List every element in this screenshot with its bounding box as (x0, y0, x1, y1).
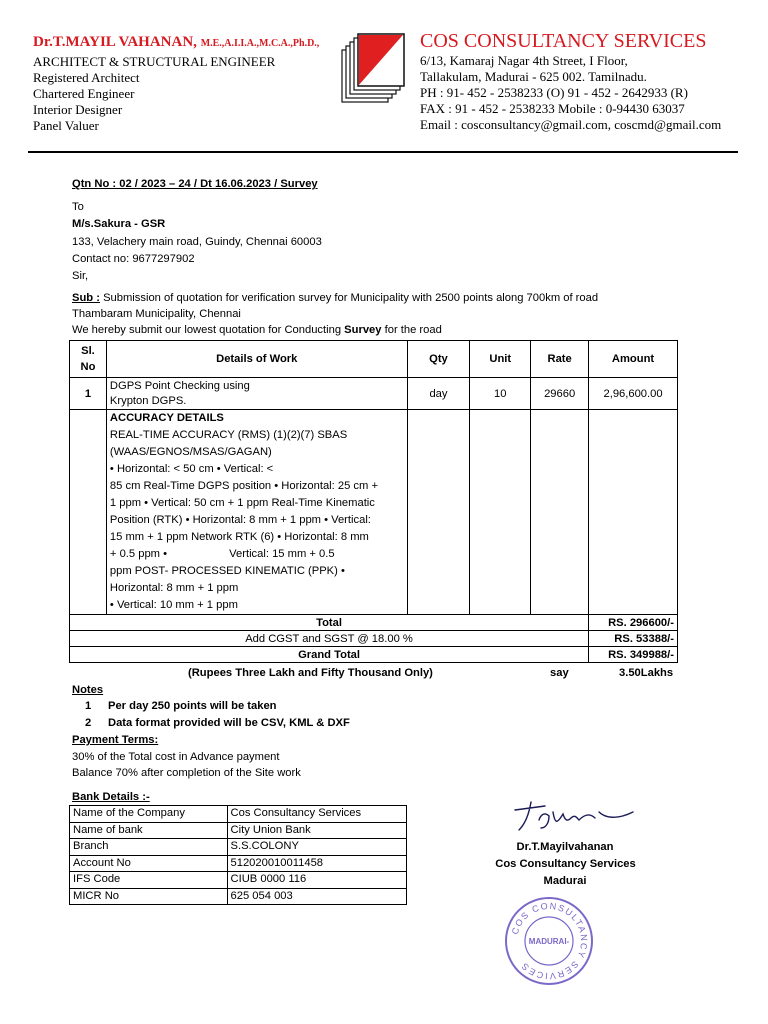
accuracy-row (70, 410, 678, 615)
table-row: Name of bank City Union Bank (70, 822, 407, 839)
address-line: 6/13, Kamaraj Nagar 4th Street, I Floor, (420, 53, 628, 68)
details-header: Details of Work (106, 341, 407, 378)
role-line: ARCHITECT & STRUCTURAL ENGINEER (33, 54, 276, 69)
salutation: Sir, (72, 270, 89, 282)
payment-line: 30% of the Total cost in Advance payment (72, 751, 280, 763)
email-line: Email : cosconsultancy@gmail.com, coscmd@gmail.com (420, 117, 722, 132)
firm-logo-icon (338, 28, 410, 108)
table-row: MICR No 625 054 003 (70, 888, 407, 905)
grand-total-label: Grand Total (70, 647, 589, 663)
note-text: Data format provided will be CSV, KML & DXF (108, 717, 350, 729)
amount-header: Amount (589, 341, 678, 378)
notes-title: Notes (72, 684, 104, 696)
recipient-contact: Contact no: 9677297902 (72, 253, 195, 265)
phone-line: PH : 91- 452 - 2538233 (O) 91 - 452 - 2642933 (R) (420, 85, 688, 100)
role-line: Interior Designer (33, 102, 123, 117)
address-line: Tallakulam, Madurai - 625 002. Tamilnadu. (420, 69, 647, 84)
note-text: Per day 250 points will be taken (108, 700, 277, 712)
quotation-number: Qtn No : 02 / 2023 – 24 / Dt 16.06.2023 / Survey (72, 178, 318, 190)
rate-header: Rate (531, 341, 589, 378)
subject-line: Sub : Submission of quotation for verification survey for Municipality with 2500 points along 700km of road (72, 292, 599, 304)
note-number: 2 (85, 717, 92, 729)
engineer-name: Dr.T.MAYIL VAHANAN, M.E.,A.I.I.A.,M.C.A.,Ph.D., (33, 34, 320, 50)
row-details: DGPS Point Checking using Krypton DGPS. (106, 378, 407, 410)
table-row: IFS Code CIUB 0000 116 (70, 872, 407, 889)
say-label: say (550, 667, 569, 679)
signature-icon (505, 790, 645, 840)
subject-line-2: Thambaram Municipality, Chennai (72, 308, 241, 320)
letterhead-right (420, 29, 721, 133)
stamp-city: MADURAI- (528, 937, 570, 946)
total-value: RS. 296600/- (589, 615, 678, 631)
amount-in-words: (Rupees Three Lakh and Fifty Thousand Only) (188, 667, 433, 679)
total-row (70, 615, 678, 631)
stamp-ring-text: COS CONSULTANCY SERVICES (509, 900, 590, 982)
fax-line: FAX : 91 - 452 - 2538233 Mobile : 0-94430 63037 (420, 101, 685, 116)
grand-total-value: RS. 349988/- (589, 647, 678, 663)
table-row: Account No 512020010011458 (70, 855, 407, 872)
sl-header: Sl. No (70, 341, 107, 378)
bank-title: Bank Details :- (72, 791, 150, 803)
subject-label: Sub : (72, 292, 100, 304)
row-qty: day (407, 378, 470, 410)
gst-label: Add CGST and SGST @ 18.00 % (70, 631, 589, 647)
table-row: Name of the Company Cos Consultancy Services (70, 806, 407, 823)
role-line: Chartered Engineer (33, 86, 135, 101)
bank-table (69, 805, 407, 905)
row-sl: 1 (70, 378, 107, 410)
grand-total-row (70, 647, 678, 663)
table-header-row (70, 341, 678, 378)
qty-header: Qty (407, 341, 470, 378)
recipient-address: 133, Velachery main road, Guindy, Chennai 60003 (72, 236, 322, 248)
table-row: Branch S.S.COLONY (70, 839, 407, 856)
unit-header: Unit (470, 341, 531, 378)
company-stamp (503, 895, 595, 987)
say-value: 3.50Lakhs (619, 667, 674, 679)
accuracy-details: ACCURACY DETAILS REAL-TIME ACCURACY (RMS) (1)(2)(7) SBAS (WAAS/EGNOS/MSAS/GAGAN) • Horizontal: < 50 cm • Vertical: < 85 cm Real-Time DGPS position • Horizontal: 25 cm + 1 ppm • Vertical: 50 cm + 1 ppm Real-Time Kinematic Position (RTK) • Horizontal: 8 mm + 1 ppm • Vertical: 15 mm + 1 ppm Network RTK (6) • Horizontal: 8 mm + 0.5 ppm • Vertical: 15 mm + 0.5 ppm POST- PROCESSED KINEMATIC (PPK) • Horizontal: 8 mm + 1 ppm • Vertical: 10 mm + 1 ppm (106, 410, 407, 615)
role-line: Panel Valuer (33, 118, 99, 133)
table-row (70, 378, 678, 410)
note-number: 1 (85, 700, 92, 712)
work-table (69, 340, 678, 663)
letterhead-left (33, 32, 319, 134)
row-amount: 2,96,600.00 (589, 378, 678, 410)
payment-line: Balance 70% after completion of the Site work (72, 767, 301, 779)
firm-name: COS CONSULTANCY SERVICES (420, 30, 707, 52)
signatory-name: Dr.T.Mayilvahanan (516, 841, 614, 853)
role-line: Registered Architect (33, 70, 140, 85)
recipient-name: M/s.Sakura - GSR (72, 218, 166, 230)
to-label: To (72, 201, 84, 213)
signatory-firm: Cos Consultancy Services (495, 858, 636, 870)
signatory-city: Madurai (543, 875, 587, 887)
payment-title: Payment Terms: (72, 734, 159, 746)
gst-value: RS. 53388/- (589, 631, 678, 647)
intro-line: We hereby submit our lowest quotation for Conducting Survey for the road (72, 324, 442, 336)
row-unit: 10 (470, 378, 531, 410)
header-divider (28, 151, 738, 153)
total-label: Total (70, 615, 589, 631)
row-rate: 29660 (531, 378, 589, 410)
gst-row (70, 631, 678, 647)
